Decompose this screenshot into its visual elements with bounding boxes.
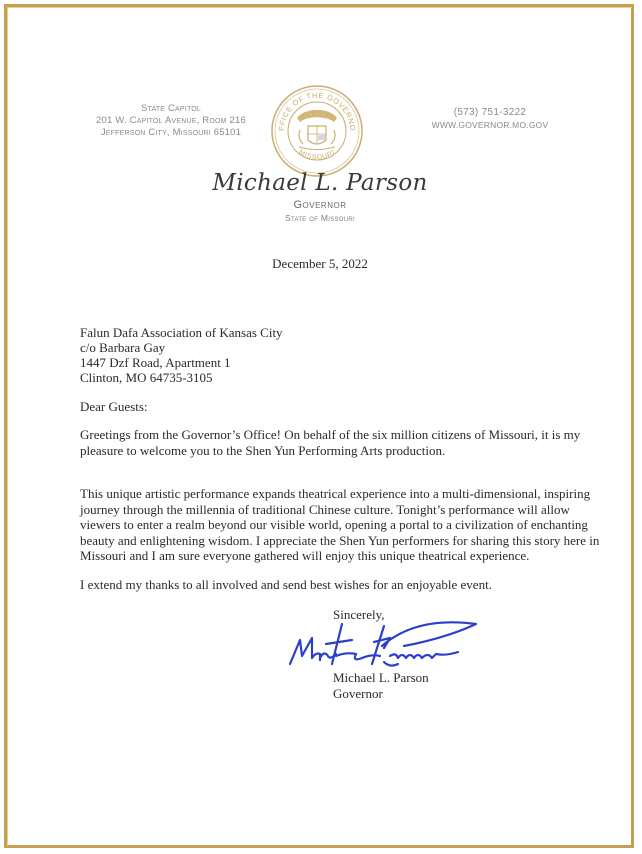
recipient-line: 1447 Dzf Road, Apartment 1 <box>80 355 231 370</box>
handwritten-signature <box>286 612 486 674</box>
recipient-line: c/o Barbara Gay <box>80 340 166 355</box>
signer-title: Governor <box>333 685 383 701</box>
paragraph-greeting: Greetings from the Governor’s Office! On behalf of the six million citizens of Missouri, it is my pleasure to welcome you to the Shen Yun Performing Arts production. <box>80 427 581 458</box>
recipient-line: Clinton, MO 64735-3105 <box>80 370 213 385</box>
state-name: State of Missouri <box>284 213 356 223</box>
salutation: Dear Guests: <box>80 399 148 414</box>
letterhead-address-line: Jefferson City, Missouri 65101 <box>100 127 242 138</box>
signer-name: Michael L. Parson <box>333 670 429 685</box>
website: WWW.GOVERNOR.MO.GOV <box>431 120 549 130</box>
letter-date: December 5, 2022 <box>272 256 368 271</box>
recipient-line: Falun Dafa Association of Kansas City <box>80 325 283 340</box>
letterhead-address <box>66 103 276 139</box>
paragraph-performance: This unique artistic performance expands theatrical experience into a multi-dimensional, inspiring journey through the millennia of traditional Chinese culture. Tonight’s performance will allow viewers to enter a realm beyond our visible world, opening a portal to a civilization of enchanting beauty and enlightening wisdom. I appreciate the Shen Yun performers for sharing this story here in Missouri and I am sure everyone gathered will enjoy this unique theatrical experience. <box>80 486 600 563</box>
phone-number: (573) 751-3222 <box>453 107 527 118</box>
letterhead-contact <box>410 107 570 131</box>
seal-text-bottom: MISSOURI <box>297 149 337 162</box>
governor-seal <box>270 84 364 178</box>
paragraph-thanks: I extend my thanks to all involved and send best wishes for an enjoyable event. <box>80 577 492 592</box>
signer-block <box>333 670 429 701</box>
recipient-address <box>80 325 283 385</box>
seal-text-top: FFICE OF THE GOVERNO <box>276 90 358 132</box>
governor-name-script: Michael L. Parson <box>212 170 428 196</box>
closing: Sincerely, <box>333 607 385 622</box>
seal-icon <box>270 84 364 178</box>
letterhead-address-line: State Capitol <box>140 103 202 114</box>
governor-title: Governor <box>293 199 347 211</box>
signature-icon <box>286 612 486 674</box>
letterhead-address-line: 201 W. Capitol Avenue, Room 216 <box>96 115 246 126</box>
